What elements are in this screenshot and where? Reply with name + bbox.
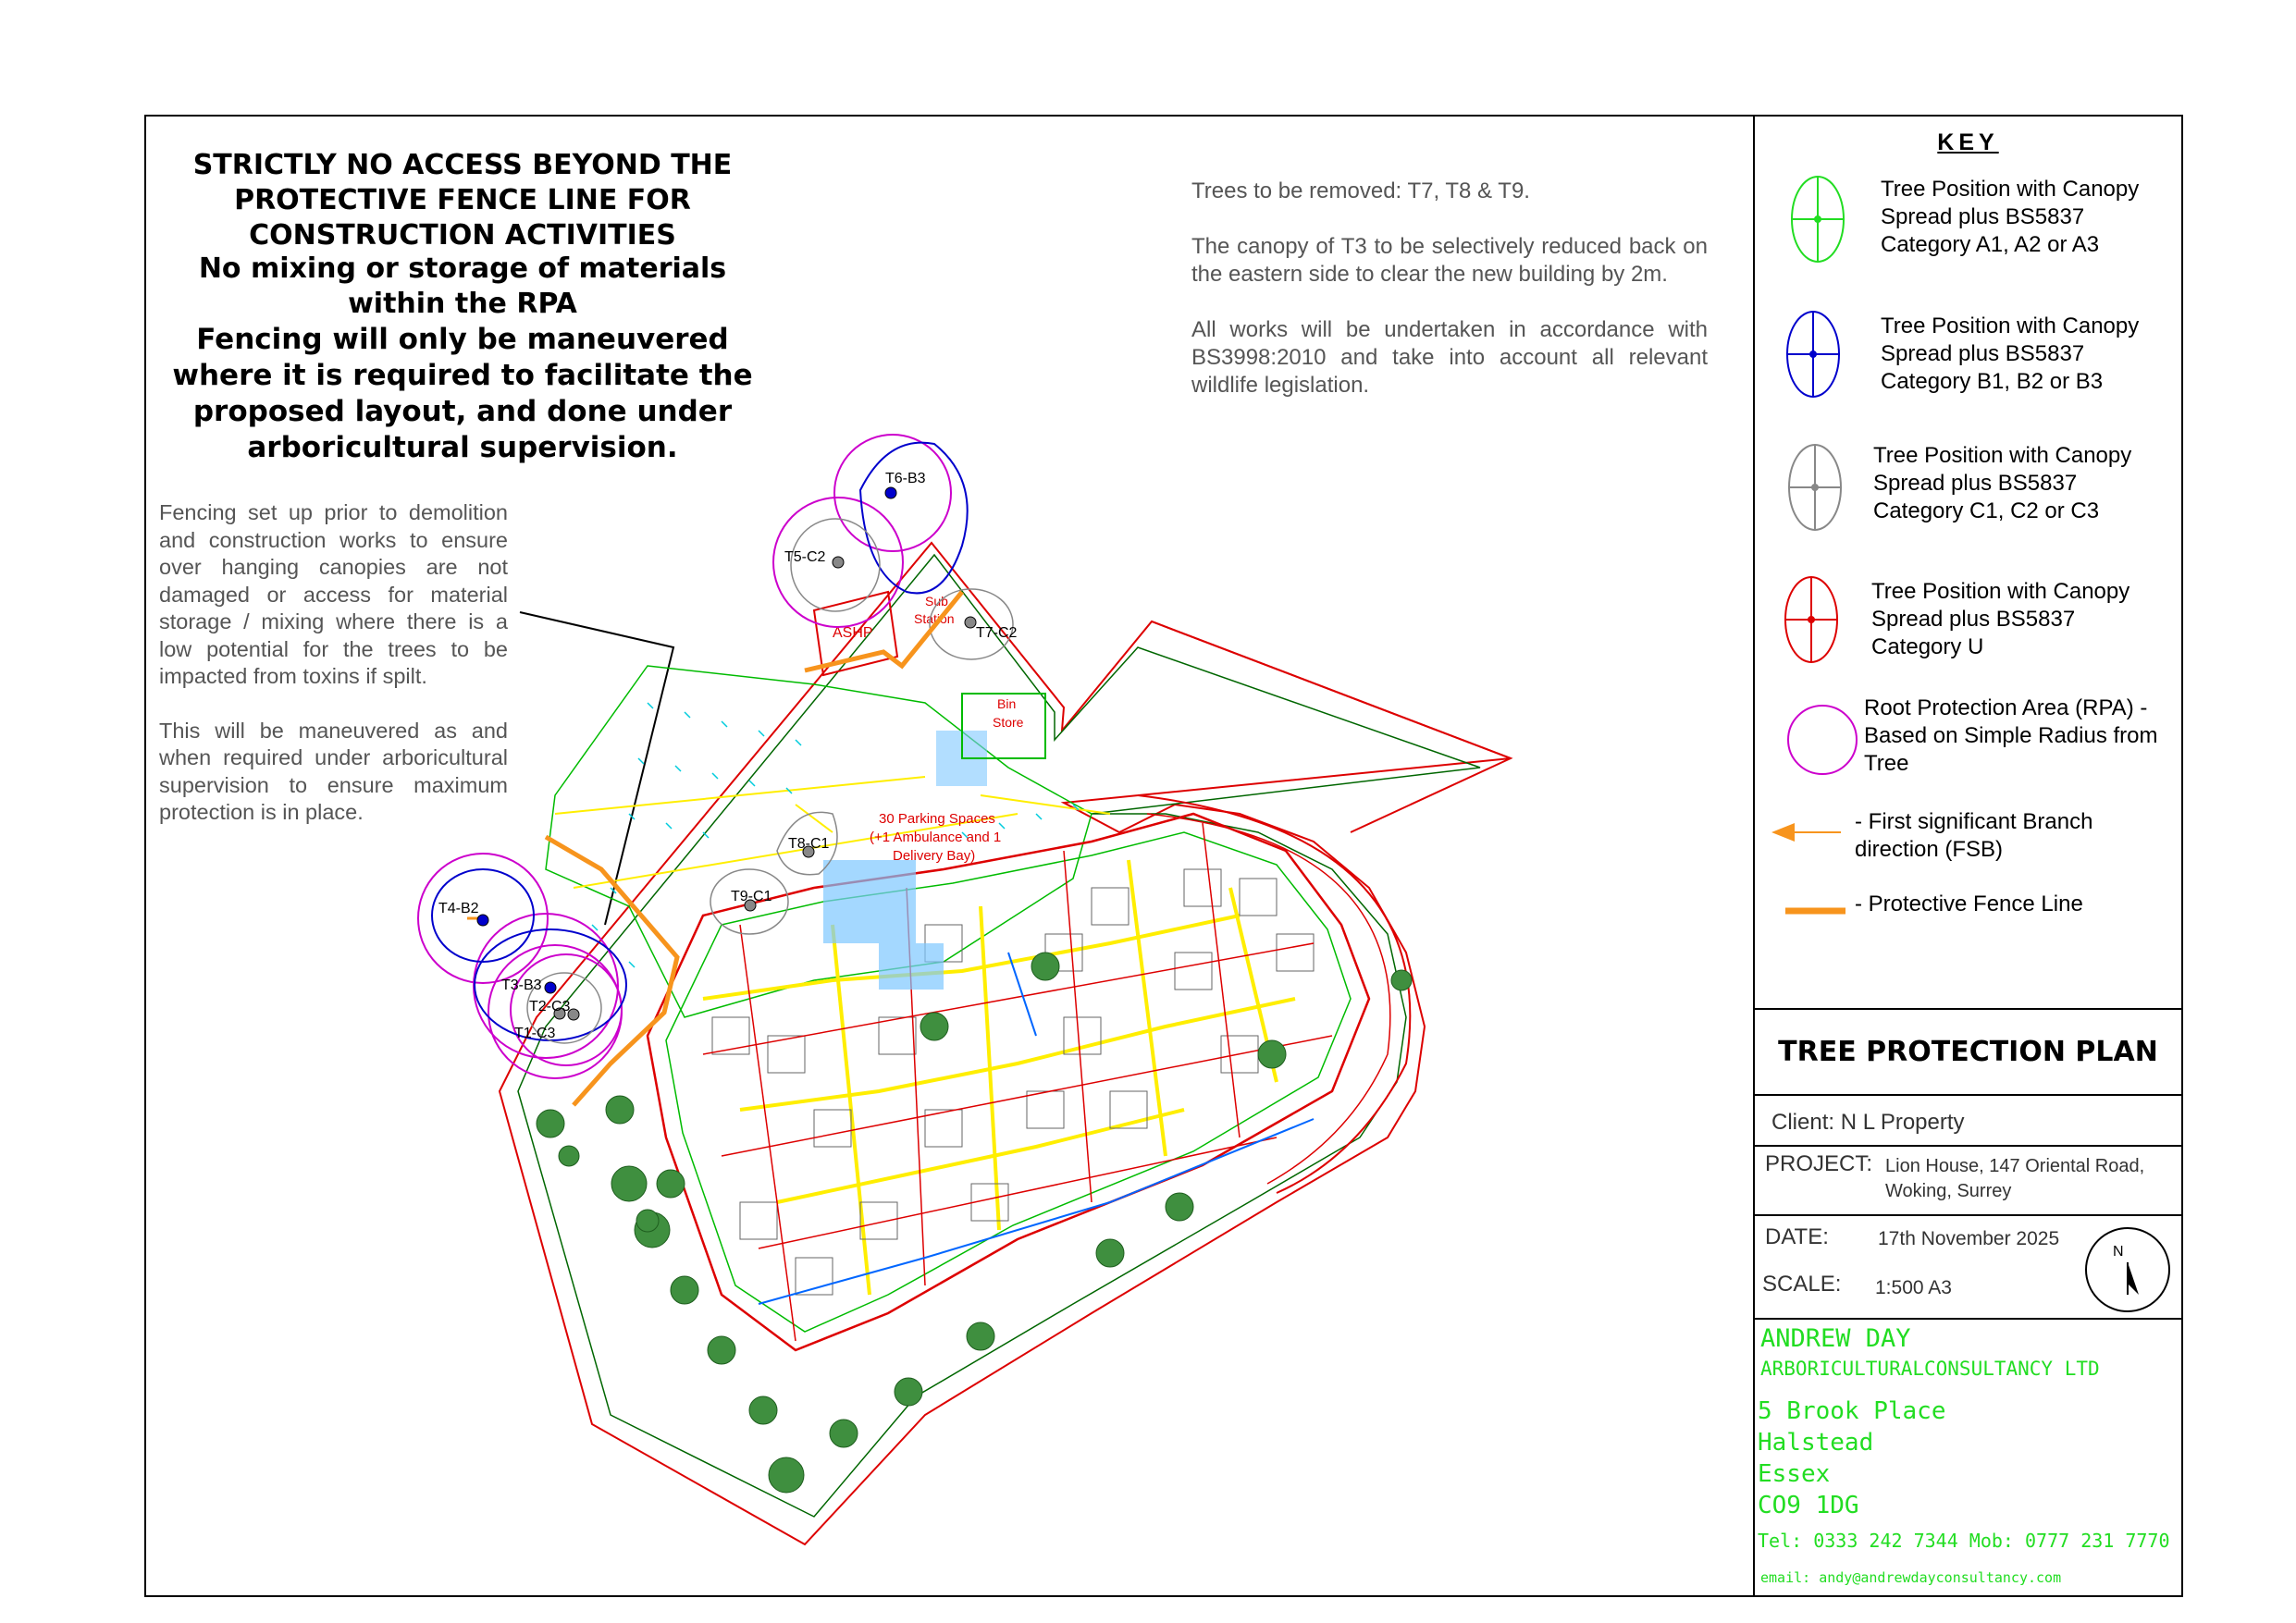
drawing-title: TREE PROTECTION PLAN (1753, 1008, 2183, 1096)
east-arc (1138, 795, 1410, 1193)
trees-removed-note: Trees to be removed: T7, T8 & T9. (1191, 178, 1530, 203)
parking-label-2: (+1 Ambulance and 1 (870, 830, 1002, 845)
key-title: KEY (1937, 129, 1999, 155)
bin-store-label-1: Bin (997, 696, 1017, 711)
disabled-bay (823, 860, 916, 943)
key-label-cat-a: Tree Position with Canopy Spread plus BS5837 Category A1, A2 or A3 (1881, 177, 2140, 257)
fencing-setup-note: Fencing set up prior to demolition and construction works to ensure over hanging canopies are not damaged or access for material storage / mixing where there is a low potential for the trees to be impacted from toxins if spilt. (159, 500, 508, 688)
key-label-cat-u: Tree Position with Canopy Spread plus BS5837 Category U (1871, 579, 2130, 659)
project-label: PROJECT: (1765, 1151, 1873, 1176)
rpa-circles (418, 435, 951, 1078)
parking-label-3: Delivery Bay) (893, 848, 976, 864)
scale-label: SCALE: (1762, 1272, 1842, 1297)
tree-label-t2: T2-C3 (529, 999, 571, 1014)
bin-store-label-2: Store (993, 715, 1024, 730)
company-name-2: ARBORICULTURALCONSULTANCY LTD (1760, 1358, 2100, 1380)
divider-project (1753, 1214, 2183, 1216)
substation-label-1: Sub (925, 594, 948, 609)
company-address-4: CO9 1DG (1758, 1492, 1859, 1519)
building-inner (666, 832, 1351, 1332)
date-value: 17th November 2025 (1878, 1228, 2060, 1249)
key-symbol-cat-u (1785, 577, 1837, 662)
canopy-reduction-note: The canopy of T3 to be selectively reduced back on the eastern side to clear the new building by 2m. (1191, 234, 1708, 287)
key-label-cat-b: Tree Position with Canopy Spread plus BS5837 Category B1, B2 or B3 (1881, 314, 2140, 394)
company-address-2: Halstead (1758, 1429, 1874, 1457)
no-access-notice: STRICTLY NO ACCESS BEYOND THE PROTECTIVE FENCE LINE FOR CONSTRUCTION ACTIVITIES (192, 149, 733, 252)
company-email: email: andy@andrewdayconsultancy.com (1760, 1569, 2062, 1586)
tree-label-t8: T8-C1 (788, 836, 830, 852)
tree-label-t6: T6-B3 (885, 471, 926, 486)
key-symbol-cat-c (1789, 445, 1841, 530)
fencing-notice: Fencing will only be maneuvered where it is required to facilitate the proposed layout, and done under arboricultural supervision. (172, 323, 753, 464)
building-corridors (703, 860, 1295, 1295)
legislation-note: All works will be undertaken in accordance with BS3998:2010 and take into account all relevant wildlife legislation. (1191, 317, 1708, 398)
tree-label-t1: T1-C3 (514, 1026, 556, 1041)
tree-label-t4: T4-B2 (438, 901, 479, 916)
scale-value: 1:500 A3 (1875, 1277, 1952, 1298)
key-symbol-fsb (1771, 823, 1841, 842)
note-leader-line (520, 612, 673, 925)
parking-label-1: 30 Parking Spaces (879, 811, 995, 827)
key-label-rpa: Root Protection Area (RPA) - Based on Simple Radius from Tree (1864, 695, 2158, 776)
divider-client (1753, 1145, 2183, 1147)
project-address-2: Woking, Surrey (1885, 1181, 2012, 1201)
proposed-trees (537, 953, 1412, 1493)
key-label-fence: - Protective Fence Line (1855, 891, 2083, 916)
key-symbol-cat-a (1792, 177, 1844, 262)
canopy-t6 (860, 443, 968, 594)
north-arrow-icon (2128, 1262, 2139, 1295)
key-symbol-cat-b (1787, 312, 1839, 397)
tree-label-t7: T7-C2 (976, 625, 1018, 641)
tree-label-t5: T5-C2 (784, 549, 826, 565)
disabled-bay-2 (879, 943, 944, 990)
no-mixing-notice: No mixing or storage of materials within the RPA (198, 252, 727, 320)
ashp-label: ASHP (833, 625, 873, 641)
tree-label-t9: T9-C1 (731, 889, 772, 904)
company-phones: Tel: 0333 242 7344 Mob: 0777 231 7770 (1758, 1530, 2170, 1552)
date-label: DATE: (1765, 1224, 1829, 1249)
company-address-3: Essex (1758, 1460, 1831, 1488)
fencing-maneuver-note: This will be maneuvered as and when required under arboricultural supervision to ensure maximum protection is in place. (159, 718, 508, 824)
tree-label-t3: T3-B3 (501, 977, 542, 993)
key-label-cat-c: Tree Position with Canopy Spread plus BS5837 Category C1, C2 or C3 (1873, 443, 2132, 523)
substation-label-2: Station (914, 611, 955, 626)
building-walls (703, 823, 1332, 1341)
key-label-fsb: - First significant Branch direction (FSB) (1855, 809, 2093, 862)
key-symbol-rpa (1788, 706, 1857, 774)
company-name-1: ANDREW DAY (1760, 1324, 1911, 1353)
divider-company (1753, 1318, 2183, 1320)
company-address-1: 5 Brook Place (1758, 1397, 1946, 1425)
project-address-1: Lion House, 147 Oriental Road, (1885, 1156, 2145, 1176)
north-label: N (2113, 1244, 2124, 1260)
client-label: Client: N L Property (1771, 1110, 1965, 1135)
